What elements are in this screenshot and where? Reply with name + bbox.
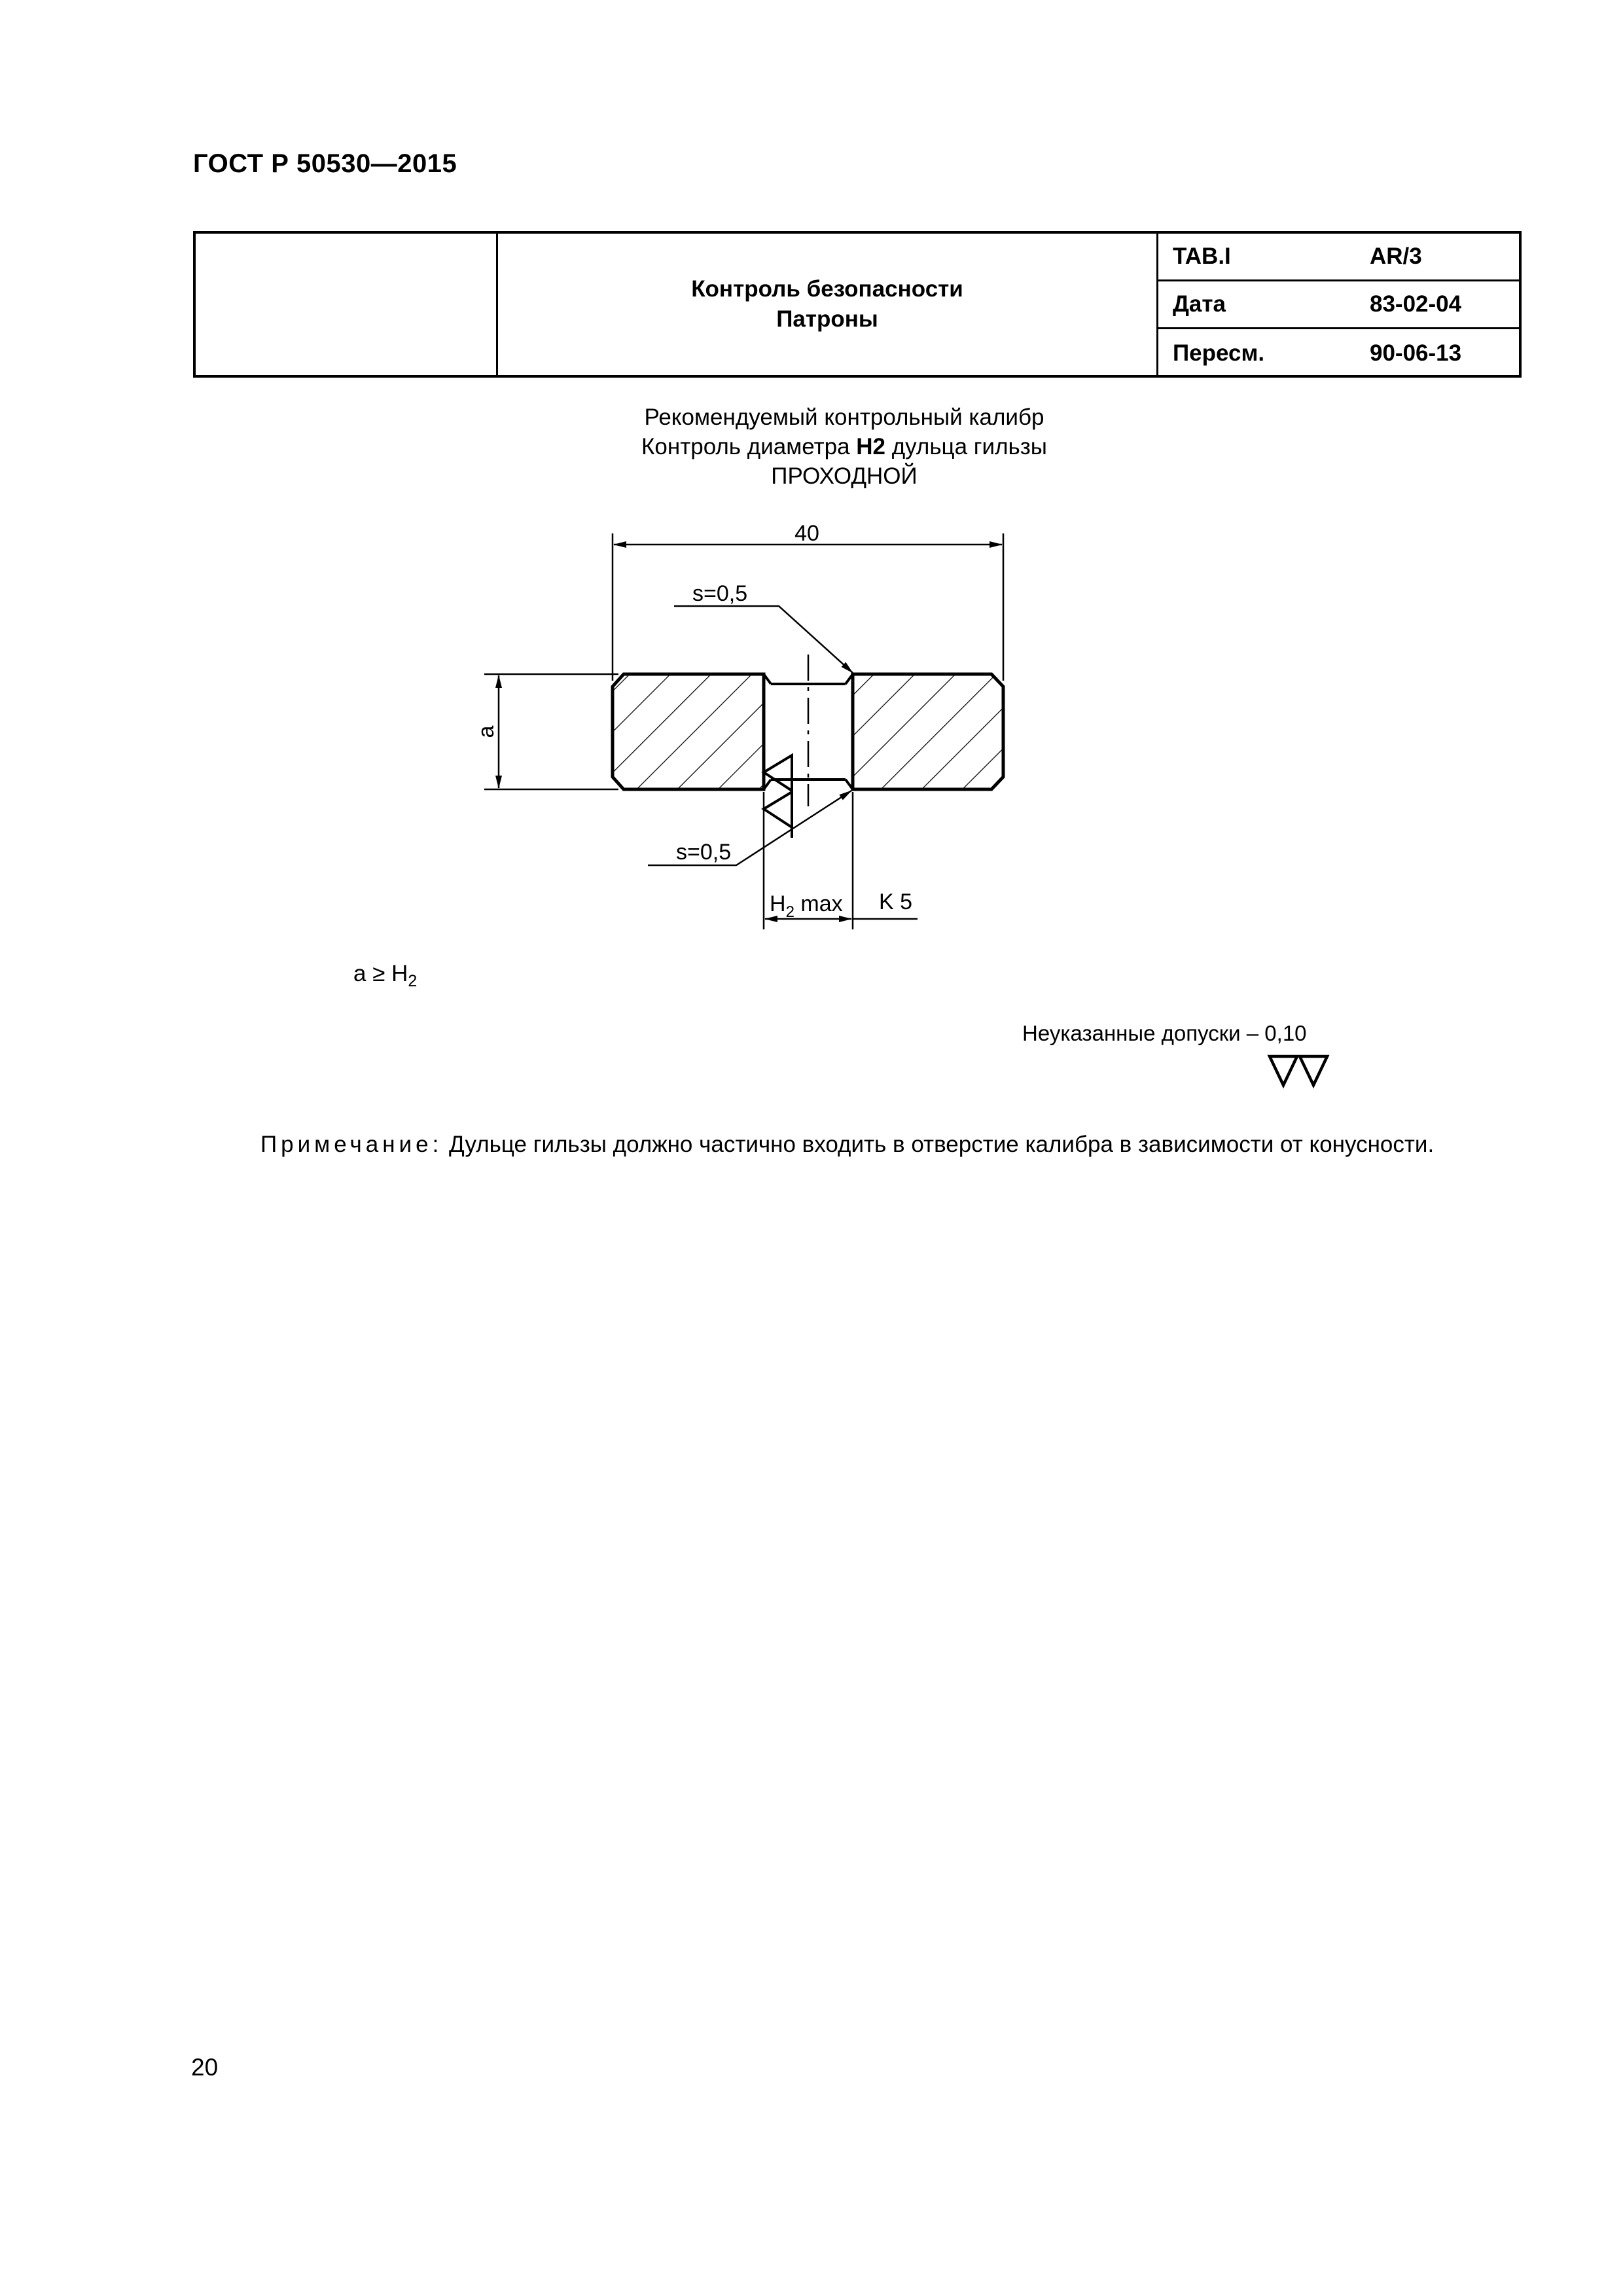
chamfer-bottom-label: s=0,5 — [676, 840, 732, 865]
chamfer-top-label: s=0,5 — [692, 581, 748, 606]
gauge-drawing — [0, 0, 1623, 982]
header-row-value: AR/3 — [1370, 243, 1422, 269]
gauge-right-section — [853, 674, 1003, 789]
roughness-symbol-icon — [1267, 1052, 1332, 1092]
dimension-tolerance-class: K 5 — [879, 889, 913, 914]
document-code: ГОСТ Р 50530—2015 — [193, 149, 457, 178]
dimension-height-label: a — [473, 725, 499, 738]
gauge-left-section — [613, 674, 764, 789]
condition-sub: 2 — [408, 972, 418, 990]
header-row-value: 90-06-13 — [1370, 340, 1462, 366]
caption-line2-bold: H2 — [856, 434, 886, 459]
dimension-bore-main: H — [770, 891, 786, 916]
note-label: Примечание: — [260, 1132, 443, 1157]
caption-line1: Рекомендуемый контрольный калибр — [644, 404, 1044, 430]
dimension-bore-suffix: max — [794, 891, 843, 916]
header-title-line2: Патроны — [776, 306, 878, 332]
dimension-bore-sub: 2 — [785, 903, 794, 921]
caption-line3: ПРОХОДНОЙ — [771, 463, 918, 489]
header-row-value: 83-02-04 — [1370, 291, 1462, 317]
chamfer-top-leader — [674, 606, 853, 673]
header-row-label: Дата — [1173, 291, 1226, 317]
tolerance-note: Неуказанные допуски – 0,10 — [1022, 1021, 1307, 1045]
condition-main: a ≥ H — [353, 961, 408, 986]
header-title-line1: Контроль безопасности — [691, 276, 963, 302]
header-row-label: TAB.I — [1173, 243, 1231, 269]
note — [260, 1132, 1434, 1158]
dimension-bore-label — [770, 891, 843, 921]
page-number: 20 — [191, 2054, 219, 2081]
surface-finish-icon — [764, 755, 792, 838]
dimension-width-label: 40 — [794, 521, 819, 546]
dimension-condition — [353, 961, 417, 991]
caption-line2-prefix: Контроль диаметра — [641, 434, 857, 459]
header-row-label: Пересм. — [1173, 340, 1265, 366]
note-text: Дульце гильзы должно частично входить в отверстие калибра в зависимости от конусности. — [449, 1132, 1435, 1157]
caption-line2-suffix: дульца гильзы — [885, 434, 1047, 459]
